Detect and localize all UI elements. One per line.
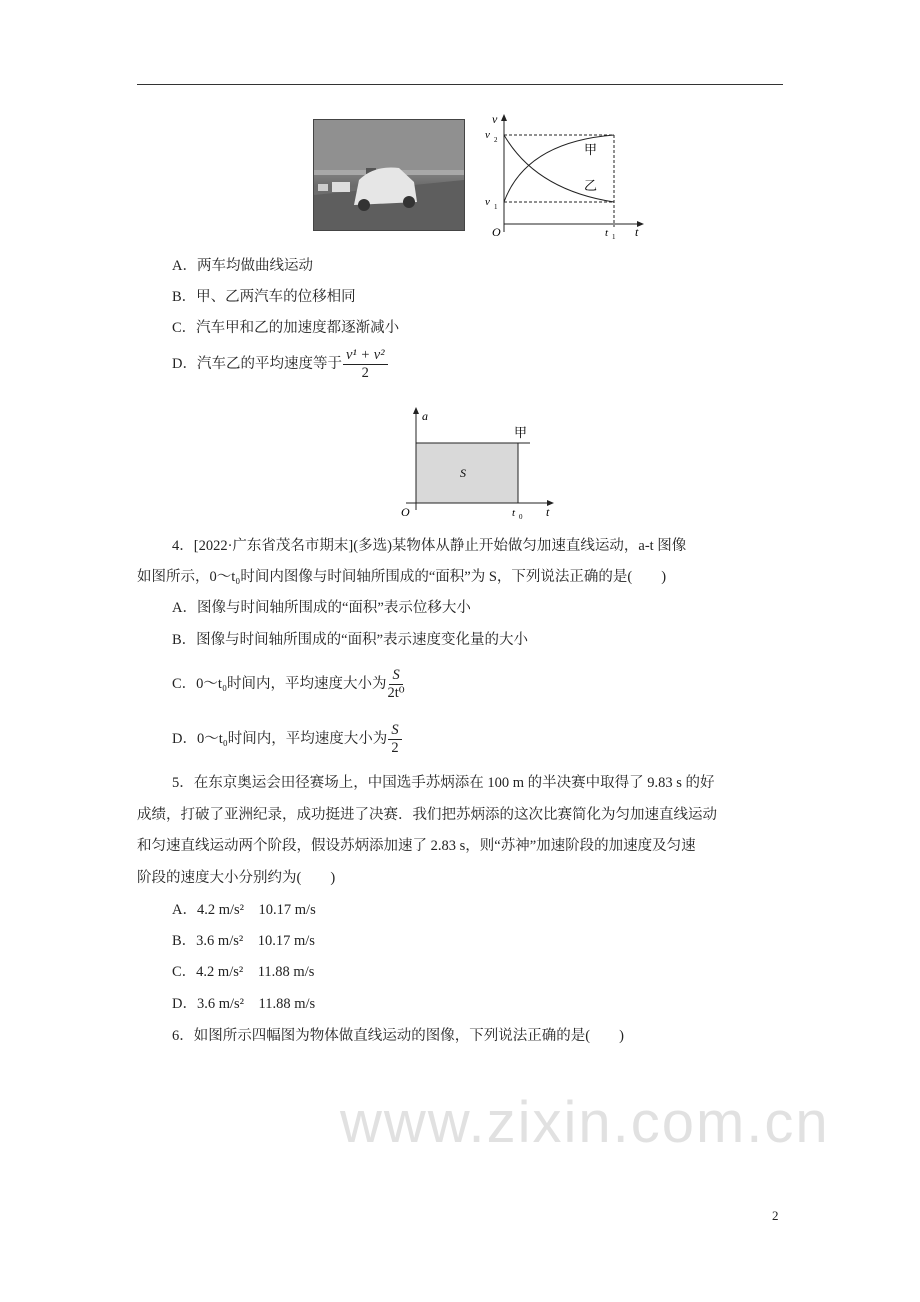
header-rule	[137, 84, 783, 85]
t0-sub: 0	[519, 513, 523, 520]
v2-sub: 2	[494, 136, 498, 144]
yi-label: 乙	[584, 178, 598, 193]
numerator: S	[388, 722, 401, 740]
fraction	[388, 722, 401, 757]
area-label: S	[460, 466, 466, 480]
v1-sub: 1	[494, 203, 498, 211]
q4-option-d	[172, 722, 402, 757]
v1-label: v	[485, 196, 490, 208]
car-photo	[313, 119, 465, 231]
origin-label: O	[401, 505, 410, 519]
q3-option-b: B．甲、乙两汽车的位移相同	[172, 289, 356, 305]
jia-label: 甲	[584, 142, 598, 157]
page-number: 2	[772, 1208, 779, 1223]
q3-option-d	[172, 347, 388, 382]
t1-sub: 1	[612, 233, 616, 240]
q5-line-2: 成绩，打破了亚洲纪录，成功挺进了决赛．我们把苏炳添的这次比赛简化为匀加速直线运动	[137, 807, 717, 823]
denominator: 2t⁰	[387, 685, 405, 701]
origin-label: O	[492, 225, 501, 239]
q4-line-1: 4．[2022·广东省茂名市期末](多选)某物体从静止开始做匀加速直线运动，a-t 图像	[172, 538, 687, 554]
q5-option-b: B．3.6 m/s² 10.17 m/s	[172, 933, 315, 949]
watermark: www.zixin.com.cn	[340, 1090, 830, 1155]
q4-line-2: 如图所示，0～t₀时间内图像与时间轴所围成的“面积”为 S，下列说法正确的是( )	[137, 569, 667, 585]
q5-line-1: 5．在东京奥运会田径赛场上，中国选手苏炳添在 100 m 的半决赛中取得了 9.83 s 的好	[172, 775, 715, 791]
v-t-graph	[484, 112, 648, 240]
q4-option-c	[172, 667, 405, 702]
q4-option-a: A．图像与时间轴所围成的“面积”表示位移大小	[172, 600, 471, 616]
area-s	[416, 443, 518, 503]
q4-option-b: B．图像与时间轴所围成的“面积”表示速度变化量的大小	[172, 632, 529, 648]
denominator: 2	[391, 740, 399, 756]
numerator: v¹ + v²	[343, 347, 388, 365]
jia-label: 甲	[514, 425, 528, 440]
a-t-graph	[396, 405, 560, 520]
q5-line-3: 和匀速直线运动两个阶段，假设苏炳添加速了 2.83 s，则“苏神”加速阶段的加速度及匀速	[137, 838, 696, 854]
q5-option-d: D．3.6 m/s² 11.88 m/s	[172, 996, 316, 1012]
q5-option-c: C．4.2 m/s² 11.88 m/s	[172, 964, 315, 980]
q5-option-a: A．4.2 m/s² 10.17 m/s	[172, 902, 316, 918]
car-photo-illustration	[314, 120, 464, 230]
a-axis-label: a	[422, 409, 428, 423]
fraction	[343, 347, 388, 382]
curve-jia	[504, 135, 614, 202]
q3-option-c: C．汽车甲和乙的加速度都逐渐减小	[172, 320, 400, 336]
v2-label: v	[485, 129, 490, 141]
fraction	[388, 667, 405, 702]
t1-label: t	[605, 227, 609, 239]
q3-option-a: A．两车均做曲线运动	[172, 258, 313, 274]
q4-option-c-text: C．0～t₀时间内，平均速度大小为	[172, 675, 387, 692]
v-axis-label: v	[492, 112, 498, 126]
t0-label: t	[512, 507, 516, 519]
q4-option-d-text: D．0～t₀时间内，平均速度大小为	[172, 730, 388, 747]
denominator: 2	[361, 365, 369, 381]
curve-yi	[504, 135, 614, 202]
q6-line-1: 6．如图所示四幅图为物体做直线运动的图像，下列说法正确的是( )	[172, 1028, 624, 1044]
q3-option-d-text: D．汽车乙的平均速度等于	[172, 355, 342, 372]
t-axis-label: t	[635, 225, 639, 239]
t-axis-label: t	[546, 505, 550, 519]
q5-line-4: 阶段的速度大小分别约为( )	[137, 870, 336, 886]
numerator: S	[389, 667, 402, 685]
